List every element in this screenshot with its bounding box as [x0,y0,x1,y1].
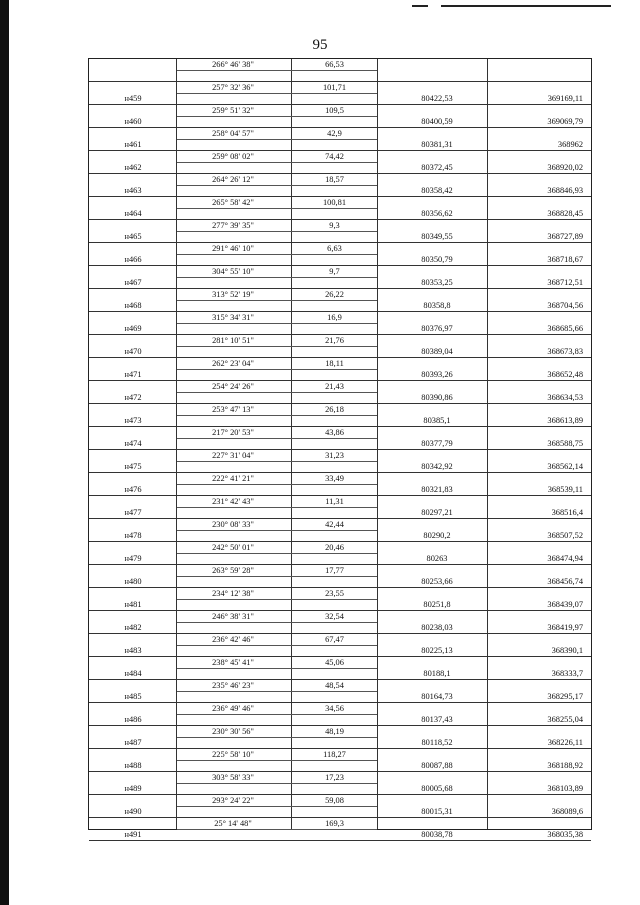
x-coordinate-cell: 80188,1 [423,669,451,678]
point-cell: н491 [124,830,142,839]
x-coordinate-cell: 80422,53 [421,94,453,103]
point-cell: н480 [124,577,142,586]
point-cell: н489 [124,784,142,793]
row-midline [177,116,377,117]
angle-cell: 263° 59' 28" [212,566,254,575]
distance-cell: 31,23 [325,451,344,460]
table-row [89,749,591,772]
angle-cell: 259° 51' 32" [212,106,254,115]
x-coordinate-cell: 80377,79 [421,439,453,448]
distance-cell: 6,63 [327,244,342,253]
x-coordinate-cell: 80238,03 [421,623,453,632]
table-row [89,519,591,542]
table-row [89,404,591,427]
distance-cell: 21,43 [325,382,344,391]
row-midline [177,369,377,370]
y-coordinate-cell: 368685,66 [547,324,583,333]
x-coordinate-cell: 80381,31 [421,140,453,149]
y-coordinate-cell: 368562,14 [547,462,583,471]
point-cell: н486 [124,715,142,724]
point-cell: н470 [124,347,142,356]
distance-cell: 18,11 [325,359,344,368]
point-cell: н473 [124,416,142,425]
x-coordinate-cell: 80263 [426,554,448,563]
angle-cell: 265° 58' 42" [212,198,254,207]
row-midline [177,668,377,669]
distance-cell: 18,57 [325,175,344,184]
angle-cell: 264° 26' 12" [212,175,254,184]
row-midline [177,346,377,347]
point-cell: н481 [124,600,142,609]
row-midline [177,323,377,324]
point-cell: н485 [124,692,142,701]
angle-cell: 242° 50' 01" [212,543,254,552]
table-row [89,289,591,312]
row-midline [177,760,377,761]
angle-cell: 238° 45' 41" [212,658,254,667]
row-midline [177,300,377,301]
distance-cell: 66,53 [325,60,344,69]
angle-cell: 304° 55' 10" [212,267,254,276]
table-row [89,634,591,657]
table-row [89,680,591,703]
angle-cell: 230° 08' 33" [212,520,254,529]
angle-cell: 259° 08' 02" [212,152,254,161]
y-coordinate-cell: 368103,89 [547,784,583,793]
point-cell: н467 [124,278,142,287]
y-coordinate-cell: 368089,6 [551,807,583,816]
angle-cell: 25° 14' 48" [214,819,252,828]
y-coordinate-cell: 368613,89 [547,416,583,425]
distance-cell: 16,9 [327,313,342,322]
angle-cell: 217° 20' 53" [212,428,254,437]
y-coordinate-cell: 368652,48 [547,370,583,379]
x-coordinate-cell: 80356,62 [421,209,453,218]
x-coordinate-cell: 80400,59 [421,117,453,126]
point-cell: н484 [124,669,142,678]
table-row [89,795,591,818]
point-cell: н475 [124,462,142,471]
x-coordinate-cell: 80321,83 [421,485,453,494]
angle-cell: 225° 58' 10" [212,750,254,759]
x-coordinate-cell: 80376,97 [421,324,453,333]
angle-cell: 235° 46' 23" [212,681,254,690]
y-coordinate-cell: 368727,89 [547,232,583,241]
header-rule-short [412,5,428,7]
x-coordinate-cell: 80297,21 [421,508,453,517]
angle-cell: 246° 38' 31" [212,612,254,621]
table-row [89,542,591,565]
distance-cell: 9,7 [329,267,340,276]
y-coordinate-cell: 368634,53 [547,393,583,402]
table-row [89,220,591,243]
angle-cell: 257° 32' 36" [212,83,254,92]
distance-cell: 23,55 [325,589,344,598]
point-cell: н478 [124,531,142,540]
row-midline [177,231,377,232]
table-row [89,473,591,496]
y-coordinate-cell: 368962 [557,140,583,149]
angle-cell: 313° 52' 19" [212,290,254,299]
y-coordinate-cell: 368255,04 [547,715,583,724]
distance-cell: 48,19 [325,727,344,736]
row-midline [177,277,377,278]
table-row [89,243,591,266]
y-coordinate-cell: 369069,79 [547,117,583,126]
x-coordinate-cell: 80389,04 [421,347,453,356]
distance-cell: 42,9 [327,129,342,138]
x-coordinate-cell: 80225,13 [421,646,453,655]
row-midline [177,438,377,439]
x-coordinate-cell: 80342,92 [421,462,453,471]
table-row [89,588,591,611]
y-coordinate-cell: 368333,7 [551,669,583,678]
y-coordinate-cell: 368226,11 [547,738,583,747]
point-cell: н490 [124,807,142,816]
y-coordinate-cell: 368474,94 [547,554,583,563]
row-midline [177,139,377,140]
table-row [89,266,591,289]
point-cell: н463 [124,186,142,195]
distance-cell: 48,54 [325,681,344,690]
distance-cell: 9,3 [329,221,340,230]
angle-cell: 222° 41' 21" [212,474,254,483]
distance-cell: 101,71 [322,83,347,92]
distance-cell: 42,44 [325,520,344,529]
page-number: 95 [312,37,328,53]
table-row [89,174,591,197]
point-cell: н464 [124,209,142,218]
distance-cell: 100,81 [322,198,347,207]
table-row [89,772,591,795]
point-cell: н476 [124,485,142,494]
distance-cell: 43,86 [325,428,344,437]
table-row [89,427,591,450]
distance-cell: 74,42 [325,152,344,161]
point-cell: н469 [124,324,142,333]
angle-cell: 227° 31' 04" [212,451,254,460]
y-coordinate-cell: 368507,52 [547,531,583,540]
x-coordinate-cell: 80253,66 [421,577,453,586]
point-cell: н477 [124,508,142,517]
point-cell: н461 [124,140,142,149]
row-midline [177,415,377,416]
y-coordinate-cell: 368712,51 [547,278,583,287]
row-divider [89,840,591,841]
row-midline [177,645,377,646]
distance-cell: 26,22 [325,290,344,299]
row-midline [177,392,377,393]
row-midline [177,829,377,830]
x-coordinate-cell: 80358,42 [421,186,453,195]
row-midline [177,530,377,531]
angle-cell: 236° 49' 46" [212,704,254,713]
table-row [89,818,591,841]
y-coordinate-cell: 368539,11 [547,485,583,494]
row-midline [177,461,377,462]
y-coordinate-cell: 368516,4 [551,508,583,517]
coordinates-table [88,58,592,839]
distance-cell: 118,27 [323,750,346,759]
row-midline [177,737,377,738]
angle-cell: 277° 39' 35" [212,221,254,230]
table-row [89,151,591,174]
distance-cell: 67,47 [325,635,344,644]
table-row [89,335,591,358]
distance-cell: 33,49 [325,474,344,483]
x-coordinate-cell: 80251,8 [423,600,451,609]
row-midline [177,484,377,485]
angle-cell: 291° 46' 10" [212,244,254,253]
point-cell: н471 [124,370,142,379]
row-midline [177,70,377,71]
table-row [89,703,591,726]
x-coordinate-cell: 80349,55 [421,232,453,241]
distance-cell: 34,56 [325,704,344,713]
x-coordinate-cell: 80358,8 [423,301,451,310]
distance-cell: 45,06 [325,658,344,667]
table-row [89,496,591,519]
row-midline [177,806,377,807]
row-midline [177,783,377,784]
angle-cell: 266° 46' 38" [212,60,254,69]
row-midline [177,622,377,623]
table-row [89,82,591,105]
y-coordinate-cell: 368439,07 [547,600,583,609]
x-coordinate-cell: 80164,73 [421,692,453,701]
x-coordinate-cell: 80290,2 [423,531,451,540]
table-row [89,726,591,749]
table-row [89,105,591,128]
x-coordinate-cell: 80390,86 [421,393,453,402]
y-coordinate-cell: 368188,92 [547,761,583,770]
point-cell: н466 [124,255,142,264]
distance-cell: 26,18 [325,405,344,414]
distance-cell: 17,77 [325,566,344,575]
angle-cell: 258° 04' 57" [212,129,254,138]
table-row [89,312,591,335]
row-midline [177,553,377,554]
distance-cell: 21,76 [325,336,344,345]
x-coordinate-cell: 80372,45 [421,163,453,172]
x-coordinate-cell: 80385,1 [423,416,451,425]
y-coordinate-cell: 368035,38 [547,830,583,839]
y-coordinate-cell: 368920,02 [547,163,583,172]
row-midline [177,576,377,577]
row-midline [177,93,377,94]
angle-cell: 303° 58' 33" [212,773,254,782]
distance-cell: 11,31 [325,497,344,506]
y-coordinate-cell: 369169,11 [547,94,583,103]
x-coordinate-cell: 80087,88 [421,761,453,770]
angle-cell: 253° 47' 13" [212,405,254,414]
angle-cell: 262° 23' 04" [212,359,254,368]
row-midline [177,714,377,715]
distance-cell: 59,08 [325,796,344,805]
point-cell: н465 [124,232,142,241]
y-coordinate-cell: 368673,83 [547,347,583,356]
y-coordinate-cell: 368846,93 [547,186,583,195]
point-cell: н487 [124,738,142,747]
point-cell: н483 [124,646,142,655]
y-coordinate-cell: 368295,17 [547,692,583,701]
x-coordinate-cell: 80353,25 [421,278,453,287]
y-coordinate-cell: 368828,45 [547,209,583,218]
table-row [89,381,591,404]
y-coordinate-cell: 368419,97 [547,623,583,632]
row-midline [177,254,377,255]
y-coordinate-cell: 368718,67 [547,255,583,264]
y-coordinate-cell: 368390,1 [551,646,583,655]
distance-cell: 17,23 [325,773,344,782]
angle-cell: 234° 12' 38" [212,589,254,598]
distance-cell: 20,46 [325,543,344,552]
angle-cell: 315° 34' 31" [212,313,254,322]
row-midline [177,691,377,692]
point-cell: н488 [124,761,142,770]
distance-cell: 32,54 [325,612,344,621]
angle-cell: 236° 42' 46" [212,635,254,644]
point-cell: н479 [124,554,142,563]
table-row [89,611,591,634]
row-midline [177,599,377,600]
distance-cell: 109,5 [325,106,344,115]
table-row [89,450,591,473]
row-midline [177,185,377,186]
point-cell: н482 [124,623,142,632]
angle-cell: 230° 30' 56" [212,727,254,736]
table-row [89,657,591,680]
x-coordinate-cell: 80038,78 [421,830,453,839]
point-cell: н472 [124,393,142,402]
table-row [89,128,591,151]
x-coordinate-cell: 80350,79 [421,255,453,264]
y-coordinate-cell: 368704,56 [547,301,583,310]
point-cell: н459 [124,94,142,103]
x-coordinate-cell: 80005,68 [421,784,453,793]
scan-edge-bar [0,0,9,905]
point-cell: н460 [124,117,142,126]
x-coordinate-cell: 80393,26 [421,370,453,379]
row-midline [177,507,377,508]
angle-cell: 254° 24' 26" [212,382,254,391]
y-coordinate-cell: 368456,74 [547,577,583,586]
y-coordinate-cell: 368588,75 [547,439,583,448]
point-cell: н462 [124,163,142,172]
row-midline [177,208,377,209]
distance-cell: 169,3 [325,819,344,828]
point-cell: н468 [124,301,142,310]
table-row [89,197,591,220]
point-cell: н474 [124,439,142,448]
header-rule-long [441,5,611,7]
angle-cell: 293° 24' 22" [212,796,254,805]
angle-cell: 231° 42' 43" [212,497,254,506]
x-coordinate-cell: 80118,52 [421,738,453,747]
x-coordinate-cell: 80137,43 [421,715,453,724]
table-row [89,59,591,82]
table-row [89,565,591,588]
angle-cell: 281° 10' 51" [212,336,254,345]
x-coordinate-cell: 80015,31 [421,807,453,816]
row-midline [177,162,377,163]
table-row [89,358,591,381]
